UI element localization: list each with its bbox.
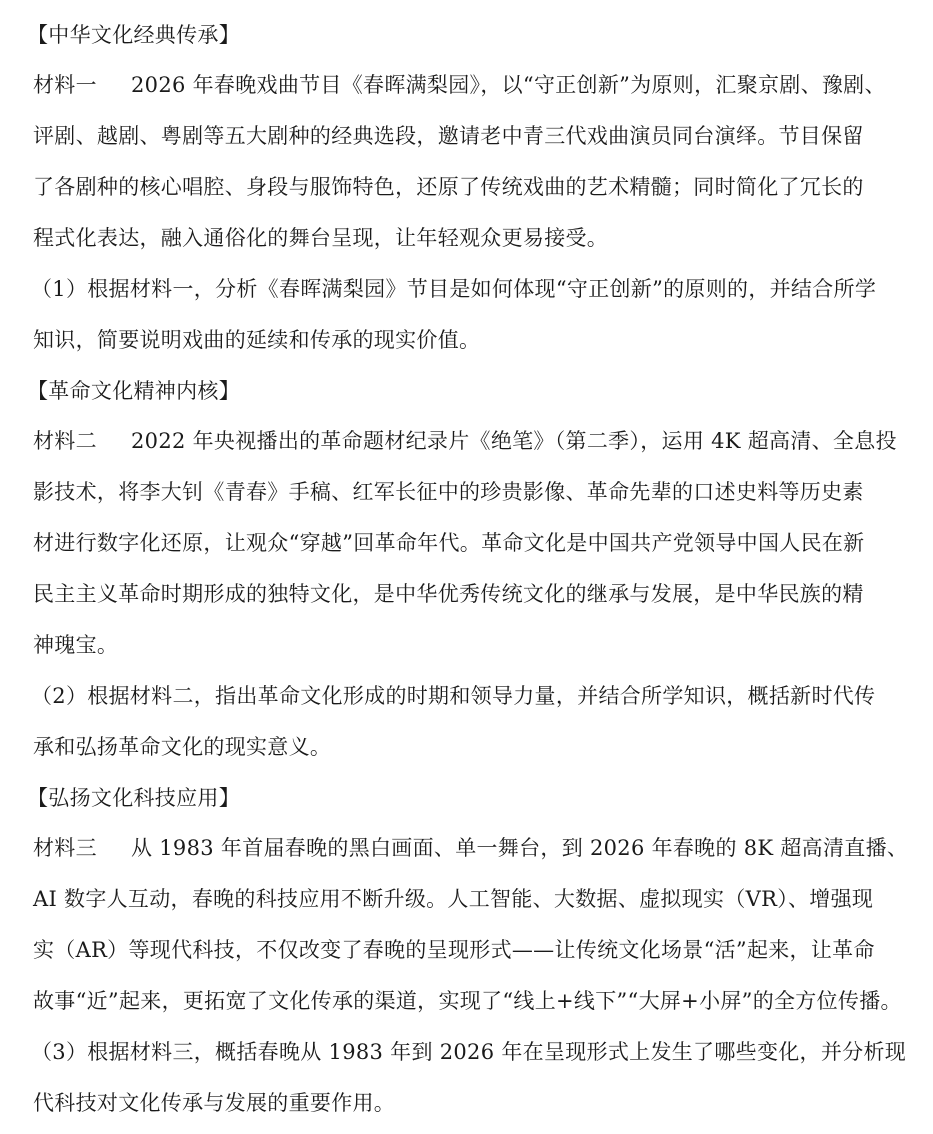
material-paragraph-1-line-1 xyxy=(33,70,886,100)
material-3-text-line-4: 故事“近”起来，更拓宽了文化传承的渠道，实现了“线上+线下”“大屏+小屏”的全方位传播。 xyxy=(33,989,902,1013)
question-1-line-1: （1）根据材料一，分析《春晖满梨园》节目是如何体现“守正创新”的原则的，并结合所学 xyxy=(31,277,877,301)
question-3-line-2: 代科技对文化传承与发展的重要作用。 xyxy=(33,1091,396,1115)
question-1-line-2: 知识，简要说明戏曲的延续和传承的现实价值。 xyxy=(33,328,481,352)
material-label-1: 材料一 xyxy=(33,73,97,97)
material-label-2: 材料二 xyxy=(33,429,97,453)
material-2-text-line-2: 影技术，将李大钊《青春》手稿、红军长征中的珍贵影像、革命先辈的口述史料等历史素 xyxy=(33,480,864,504)
material-1-text-line-4: 程式化表达，融入通俗化的舞台呈现，让年轻观众更易接受。 xyxy=(33,226,609,250)
question-2-line-1: （2）根据材料二，指出革命文化形成的时期和领导力量，并结合所学知识，概括新时代传 xyxy=(31,684,876,708)
section-heading-1: 【中华文化经典传承】 xyxy=(27,23,240,47)
question-3-line-1: （3）根据材料三，概括春晚从 1983 年到 2026 年在呈现形式上发生了哪些变化，并分析现 xyxy=(31,1040,907,1064)
section-heading-3: 【弘扬文化科技应用】 xyxy=(27,786,240,810)
question-2-line-2: 承和弘扬革命文化的现实意义。 xyxy=(33,735,332,759)
material-3-text-line-2: AI 数字人互动，春晚的科技应用不断升级。人工智能、大数据、虚拟现实（VR）、增强现 xyxy=(33,887,874,911)
material-2-text-line-4: 民主主义革命时期形成的独特文化，是中华优秀传统文化的继承与发展，是中华民族的精 xyxy=(33,582,864,606)
material-1-text-line-1: 2026 年春晚戏曲节目《春晖满梨园》，以“守正创新”为原则，汇聚京剧、豫剧、 xyxy=(131,73,886,97)
material-2-text-line-5: 神瑰宝。 xyxy=(33,633,119,657)
material-2-text-line-1: 2022 年央视播出的革命题材纪录片《绝笔》（第二季），运用 4K 超高清、全息投 xyxy=(131,429,897,453)
material-paragraph-2-line-1 xyxy=(33,426,897,456)
material-label-3: 材料三 xyxy=(33,836,97,860)
material-3-text-line-1: 从 1983 年首届春晚的黑白画面、单一舞台，到 2026 年春晚的 8K 超高清直播、 xyxy=(131,836,909,860)
material-paragraph-3-line-1 xyxy=(33,833,908,863)
material-1-text-line-3: 了各剧种的核心唱腔、身段与服饰特色，还原了传统戏曲的艺术精髓；同时简化了冗长的 xyxy=(33,175,864,199)
material-3-text-line-3: 实（AR）等现代科技，不仅改变了春晚的呈现形式——让传统文化场景“活”起来，让革命 xyxy=(33,938,875,962)
section-heading-2: 【革命文化精神内核】 xyxy=(27,379,240,403)
material-2-text-line-3: 材进行数字化还原，让观众“穿越”回革命年代。革命文化是中国共产党领导中国人民在新 xyxy=(33,531,865,555)
material-1-text-line-2: 评剧、越剧、粤剧等五大剧种的经典选段，邀请老中青三代戏曲演员同台演绎。节目保留 xyxy=(33,124,864,148)
